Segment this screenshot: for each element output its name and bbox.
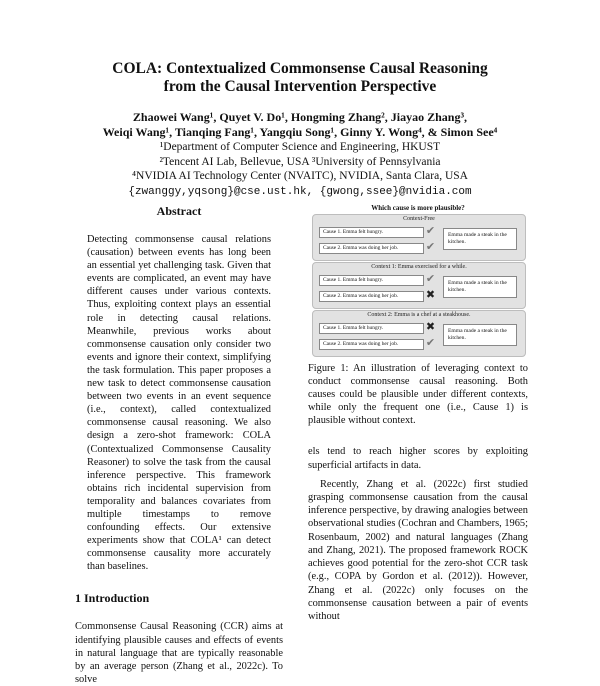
paper-header (0, 60, 600, 200)
right-paragraph-1: els tend to reach higher scores by exploiting superficial artifacts in data. (308, 446, 528, 471)
intro-heading: 1 Introduction (75, 591, 150, 606)
check-icon: ✔ (425, 225, 436, 237)
cross-icon: ✖ (425, 321, 436, 333)
cause-2-box: Cause 2. Emma was doing her job. (319, 291, 424, 302)
panel-context-free (312, 214, 526, 261)
figure-caption: Figure 1: An illustration of leveraging context to conduct commonsense causal reasoning. Both causes could be plausible under different contexts, while only the frequent one (i.e., Cause 1) is plausible without context. (308, 363, 528, 427)
cross-icon: ✖ (425, 289, 436, 301)
paper-title-line1: COLA: Contextualized Commonsense Causal Reasoning (112, 60, 488, 77)
cause-1-box: Cause 1. Emma felt hungry. (319, 275, 424, 286)
check-icon: ✔ (425, 273, 436, 285)
right-column (308, 204, 528, 623)
affiliation-2: ²Tencent AI Lab, Bellevue, USA ³University of Pennsylvania (159, 155, 441, 168)
figure-1 (308, 204, 528, 356)
check-icon: ✔ (425, 337, 436, 349)
left-column (75, 204, 283, 686)
check-icon: ✔ (425, 241, 436, 253)
cause-2-box: Cause 2. Emma was doing her job. (319, 339, 424, 350)
cause-1-box: Cause 1. Emma felt hungry. (319, 323, 424, 334)
affiliation-1: ¹Department of Computer Science and Engineering, HKUST (159, 141, 441, 153)
authors-line1: Zhaowei Wang¹, Quyet V. Do¹, Hongming Zhang², Jiayao Zhang³, (132, 110, 468, 124)
paper-title-line2: from the Causal Intervention Perspective (163, 78, 437, 95)
abstract-text: Detecting commonsense causal relations (causation) between events has long been an essential yet challenging task. Given that events are complicated, an event may have different causes under various contexts. Thus, exploiting context plays an essential role in detecting causal relations. Meanwhile, previous works about commonsense causation only consider two events and ignore their context, simplifying the task formulation. This paper proposes a new task to detect commonsense causation between two events in an event sequence (i.e., context), called contextualized commonsense causal reasoning. We also design a zero-shot framework: COLA (Contextualized Commonsense Causality Reasoner) to solve the task from the causal inference perspective. This framework obtains rich incidental supervision from temporality and balances covariates from multiple timestamps to remove confounding effects. Our extensive experiments show that COLA¹ can detect commonsense causality more accurately than baselines. (87, 234, 271, 573)
intro-text: Commonsense Causal Reasoning (CCR) aims at identifying plausible causes and effects of events in natural language that are typically reasonable by an average person (Zhang et al., 2022c). To solve (75, 621, 283, 686)
right-paragraph-2: Recently, Zhang et al. (2022c) first studied grasping commonsense causation from the causal inference perspective, by drawing analogies between observational studies (Cochran and Chambers, 1965; Rosenbaum, 2002) and natural languages (Zhang and Zhang, 2021). The proposed framework ROCK achieves good potential for the zero-shot CCR task (e.g., COPA by Gordon et al. (2012)). However, Zhang et al. (2022c) only focuses on the commonsense causation between a pair of events without (308, 478, 528, 622)
author-emails[interactable]: {zwanggy,yqsong}@cse.ust.hk, {gwong,ssee}@nvidia.com (128, 185, 472, 198)
effect-box: Emma made a steak in the kitchen. (443, 228, 517, 250)
panel-heading: Context-Free (403, 216, 435, 222)
panel-context-2 (312, 310, 526, 357)
figure-question: Which cause is more plausible? (371, 204, 465, 212)
authors-line2: Weiqi Wang¹, Tianqing Fang¹, Yangqiu Song¹, Ginny Y. Wong⁴, & Simon See⁴ (102, 125, 498, 139)
abstract-heading: Abstract (156, 204, 202, 218)
panel-context-1 (312, 262, 526, 309)
affiliation-3: ⁴NVIDIA AI Technology Center (NVAITC), NVIDIA, Santa Clara, USA (132, 170, 468, 182)
effect-box: Emma made a steak in the kitchen. (443, 324, 517, 346)
cause-1-box: Cause 1. Emma felt hungry. (319, 227, 424, 238)
cause-2-box: Cause 2. Emma was doing her job. (319, 243, 424, 254)
panel-heading: Context 2: Emma is a chef at a steakhouse. (367, 312, 471, 318)
effect-box: Emma made a steak in the kitchen. (443, 276, 517, 298)
panel-heading: Context 1: Emma exercised for a while. (371, 264, 467, 270)
